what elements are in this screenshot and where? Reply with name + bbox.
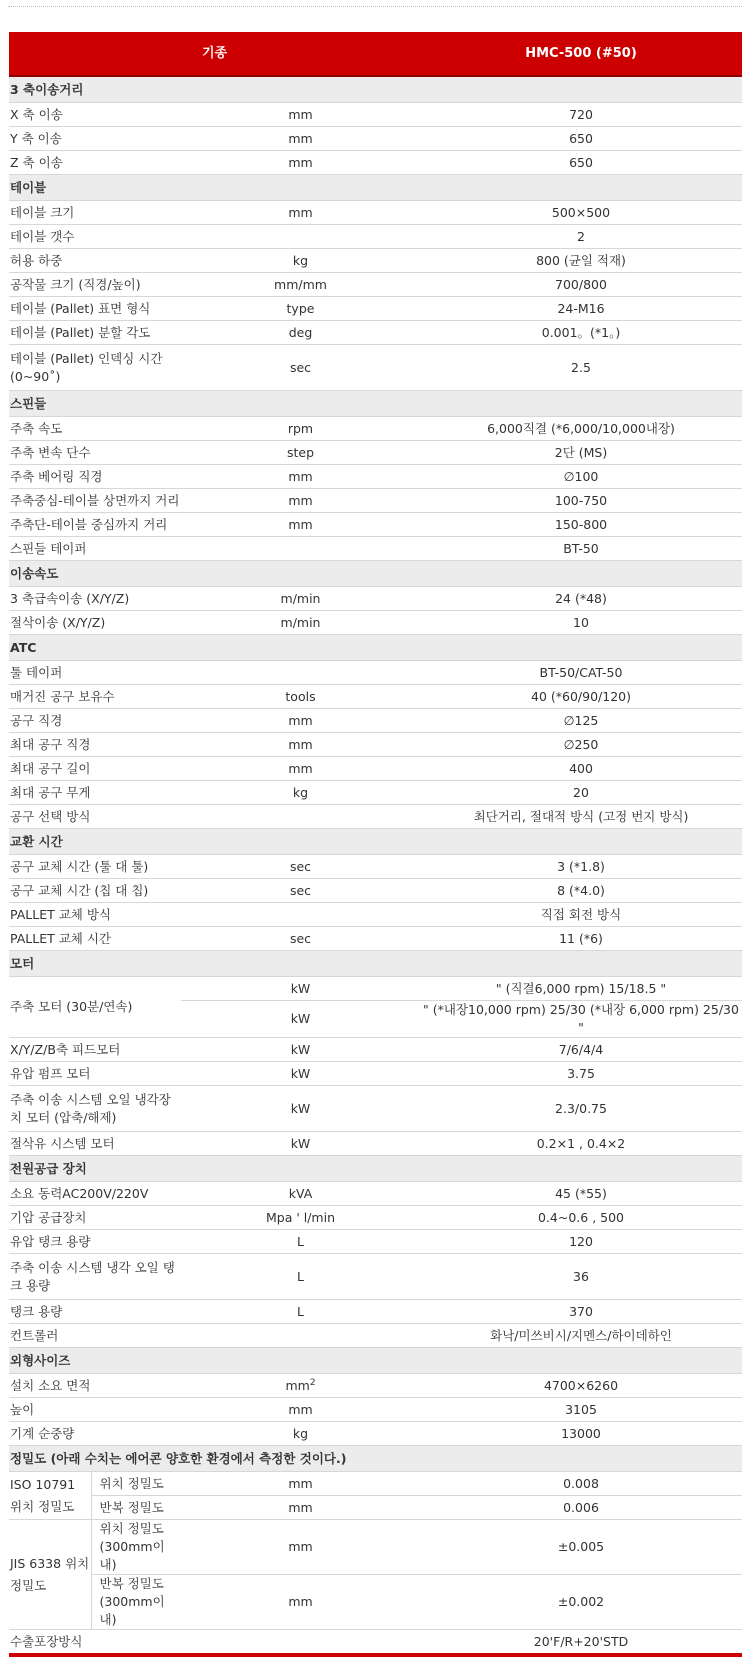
row-name: 절삭이송 (X/Y/Z) [9,611,181,635]
row-name: 공구 선택 방식 [9,805,181,829]
row-value: 700/800 [420,273,742,297]
row-unit: mm [181,465,420,489]
row-unit: kW [181,1038,420,1062]
row-name: 최대 공구 직경 [9,733,181,757]
table-row [9,733,742,757]
row-name: PALLET 교체 방식 [9,903,181,927]
table-row [9,249,742,273]
row-value: 150-800 [420,513,742,537]
row-value: 20 [420,781,742,805]
row-unit: type [181,297,420,321]
header-model-label: 기종 [9,32,420,76]
row-value: 8 (*4.0) [420,879,742,903]
row-unit [181,903,420,927]
unit-superscript: 2 [309,1377,316,1388]
table-row [9,1575,742,1630]
table-row [9,1324,742,1348]
table-row [9,661,742,685]
row-name: Y 축 이송 [9,127,181,151]
row-unit: mm [181,151,420,175]
row-unit: mm [181,733,420,757]
row-value: " (직결6,000 rpm) 15/18.5 " [420,977,742,1001]
row-value: 11 (*6) [420,927,742,951]
spec-table [9,32,742,1472]
iso-group-label: ISO 10791 위치 정밀도 [9,1472,91,1520]
table-row [9,879,742,903]
row-name: 주축 속도 [9,417,181,441]
row-unit: kW [181,1132,420,1156]
row-name: 소요 동력AC200V/220V [9,1182,181,1206]
row-name: 공구 교체 시간 (칩 대 칩) [9,879,181,903]
section-motor: 모터 [9,951,742,977]
row-value: 36 [420,1254,742,1300]
row-unit: Mpa ' l/min [181,1206,420,1230]
row-name: 유압 탱크 용량 [9,1230,181,1254]
table-row [9,513,742,537]
row-subname: 위치 정밀도 (300mm이내) [91,1520,181,1575]
row-value: 720 [420,103,742,127]
section-axis: 3 축이송거리 [9,76,742,103]
row-value: 650 [420,151,742,175]
table-row [9,1630,742,1656]
table-row [9,757,742,781]
row-unit: m/min [181,611,420,635]
row-subname: 반복 정밀도 (300mm이내) [91,1575,181,1630]
row-name: 기계 순중량 [9,1422,181,1446]
row-unit: mm [181,709,420,733]
row-value: 최단거리, 절대적 방식 (고정 번지 방식) [420,805,742,829]
row-value: 100-750 [420,489,742,513]
row-unit: mm [181,1496,420,1520]
row-unit: kVA [181,1182,420,1206]
row-name: 탱크 용량 [9,1300,181,1324]
row-unit: kg [181,249,420,273]
table-row [9,685,742,709]
table-row [9,611,742,635]
row-unit: L [181,1230,420,1254]
row-value: 3 (*1.8) [420,855,742,879]
row-name: 주축 변속 단수 [9,441,181,465]
row-name: 최대 공구 길이 [9,757,181,781]
section-accuracy: 정밀도 (아래 수치는 에어콘 양호한 환경에서 측정한 것이다.) [9,1446,742,1472]
row-name: 테이블 갯수 [9,225,181,249]
row-unit: L [181,1254,420,1300]
row-value: 500×500 [420,201,742,225]
row-value: 0.4~0.6 , 500 [420,1206,742,1230]
table-row [9,127,742,151]
row-unit: sec [181,927,420,951]
table-row [9,903,742,927]
row-unit [181,805,420,829]
table-row [9,225,742,249]
row-name: 매거진 공구 보유수 [9,685,181,709]
top-dotted-divider [8,6,742,7]
table-row [9,1206,742,1230]
table-row [9,927,742,951]
row-name: 높이 [9,1398,181,1422]
row-value: BT-50/CAT-50 [420,661,742,685]
row-unit [181,661,420,685]
row-value: ∅100 [420,465,742,489]
row-unit [181,1630,420,1656]
row-unit: mm [181,757,420,781]
header-model-value: HMC-500 (#50) [420,32,742,76]
row-value: 400 [420,757,742,781]
row-value: 0.2×1 , 0.4×2 [420,1132,742,1156]
table-row [9,201,742,225]
row-name: 스핀들 테이퍼 [9,537,181,561]
table-row [9,1086,742,1132]
spec-table-container [9,32,742,1657]
row-unit: kW [181,1062,420,1086]
row-name: 주축 이송 시스템 냉각 오일 탱크 용량 [9,1254,181,1300]
table-row [9,103,742,127]
row-value: 2.5 [420,345,742,391]
row-unit: m/min [181,587,420,611]
row-name: 최대 공구 무게 [9,781,181,805]
row-unit: deg [181,321,420,345]
row-value: 40 (*60/90/120) [420,685,742,709]
row-subname: 위치 정밀도 [91,1472,181,1496]
row-value: 24 (*48) [420,587,742,611]
row-value: 13000 [420,1422,742,1446]
row-name: X 축 이송 [9,103,181,127]
row-value: 화낙/미쓰비시/지멘스/하이데하인 [420,1324,742,1348]
table-row [9,441,742,465]
row-name: 3 축급속이송 (X/Y/Z) [9,587,181,611]
table-row [9,297,742,321]
table-row [9,1398,742,1422]
row-unit: mm [181,127,420,151]
row-unit: mm [181,201,420,225]
row-value: 20'F/R+20'STD [420,1630,742,1656]
row-name: 테이블 (Pallet) 표면 형식 [9,297,181,321]
row-value: 4700×6260 [420,1374,742,1398]
table-row [9,1038,742,1062]
row-unit: rpm [181,417,420,441]
row-unit: sec [181,345,420,391]
row-value: 2.3/0.75 [420,1086,742,1132]
row-name: 주축중심-테이블 상면까지 거리 [9,489,181,513]
row-name: 테이블 (Pallet) 분할 각도 [9,321,181,345]
row-name: 툴 테이퍼 [9,661,181,685]
row-name: 테이블 크기 [9,201,181,225]
row-unit: step [181,441,420,465]
row-value: ∅125 [420,709,742,733]
section-change-time: 교환 시간 [9,829,742,855]
table-row [9,345,742,391]
row-value: ±0.005 [420,1520,742,1575]
row-value: 7/6/4/4 [420,1038,742,1062]
table-row [9,977,742,1001]
section-table: 테이블 [9,175,742,201]
row-unit: kg [181,1422,420,1446]
row-unit: kg [181,781,420,805]
row-unit: mm [181,1398,420,1422]
section-power: 전원공급 장치 [9,1156,742,1182]
row-value: ∅250 [420,733,742,757]
row-name: 주축 이송 시스템 오일 냉각장치 모터 (압축/해제) [9,1086,181,1132]
row-name: 주축 베어링 직경 [9,465,181,489]
row-value: 2단 (MS) [420,441,742,465]
jis-group-label: JIS 6338 위치 정밀도 [9,1520,91,1630]
row-unit [181,225,420,249]
row-value: " (*내장10,000 rpm) 25/30 (*내장 6,000 rpm) 25/30 " [420,1001,742,1038]
row-name: 주축단-테이블 중심까지 거리 [9,513,181,537]
table-row [9,1496,742,1520]
row-value: 10 [420,611,742,635]
table-row [9,1182,742,1206]
section-spindle: 스핀들 [9,391,742,417]
row-subname: 반복 정밀도 [91,1496,181,1520]
row-name: 공작물 크기 (직경/높이) [9,273,181,297]
row-name: 테이블 (Pallet) 인덱싱 시간 (0~90˚) [9,345,181,391]
table-row [9,465,742,489]
row-value: ±0.002 [420,1575,742,1630]
table-row [9,1300,742,1324]
row-value: 3105 [420,1398,742,1422]
row-unit: tools [181,685,420,709]
row-name: 수출포장방식 [9,1630,181,1656]
row-unit: mm [181,1520,420,1575]
row-unit: mm/mm [181,273,420,297]
row-value: 45 (*55) [420,1182,742,1206]
table-row [9,489,742,513]
table-row [9,537,742,561]
table-row [9,709,742,733]
row-unit: mm [181,1472,420,1496]
row-name: 컨트롤러 [9,1324,181,1348]
row-unit: kW [181,1001,420,1038]
row-unit: kW [181,977,420,1001]
table-row [9,587,742,611]
table-row [9,855,742,879]
row-name: 공구 직경 [9,709,181,733]
table-row [9,417,742,441]
row-unit: mm [181,489,420,513]
table-row [9,273,742,297]
table-row [9,1230,742,1254]
table-row [9,1374,742,1398]
table-row [9,151,742,175]
row-value: 3.75 [420,1062,742,1086]
row-name: Z 축 이송 [9,151,181,175]
section-atc: ATC [9,635,742,661]
table-row [9,1132,742,1156]
row-unit: sec [181,855,420,879]
row-unit: mm [181,1575,420,1630]
row-unit: mm [181,513,420,537]
row-value: 직접 회전 방식 [420,903,742,927]
accuracy-table [9,1472,742,1657]
row-unit: mm [181,103,420,127]
row-name: 공구 교체 시간 (툴 대 툴) [9,855,181,879]
row-unit [181,537,420,561]
row-unit: kW [181,1086,420,1132]
table-row [9,1520,742,1575]
row-value: 6,000직결 (*6,000/10,000내장) [420,417,742,441]
table-header [9,32,742,76]
table-row [9,781,742,805]
row-name: 절삭유 시스템 모터 [9,1132,181,1156]
row-value: 800 (균일 적재) [420,249,742,273]
unit-text: mm [285,1377,310,1393]
row-value: 24-M16 [420,297,742,321]
table-row [9,805,742,829]
row-unit [181,1324,420,1348]
section-size: 외형사이즈 [9,1348,742,1374]
row-name: 유압 펌프 모터 [9,1062,181,1086]
row-value: 2 [420,225,742,249]
table-row [9,1472,742,1496]
row-name: 허용 하중 [9,249,181,273]
row-name: 기압 공급장치 [9,1206,181,1230]
row-unit: L [181,1300,420,1324]
row-value: BT-50 [420,537,742,561]
table-row [9,321,742,345]
row-name: 주축 모터 (30분/연속) [9,977,181,1038]
row-name: X/Y/Z/B축 피드모터 [9,1038,181,1062]
row-value: 0.006 [420,1496,742,1520]
row-value: 120 [420,1230,742,1254]
table-row [9,1062,742,1086]
table-row [9,1254,742,1300]
row-unit: sec [181,879,420,903]
section-feed: 이송속도 [9,561,742,587]
row-value: 0.001。(*1。) [420,321,742,345]
row-value: 370 [420,1300,742,1324]
row-name: PALLET 교체 시간 [9,927,181,951]
row-unit [181,1374,420,1398]
row-value: 0.008 [420,1472,742,1496]
table-row [9,1422,742,1446]
row-name: 설치 소요 면적 [9,1374,181,1398]
row-value: 650 [420,127,742,151]
